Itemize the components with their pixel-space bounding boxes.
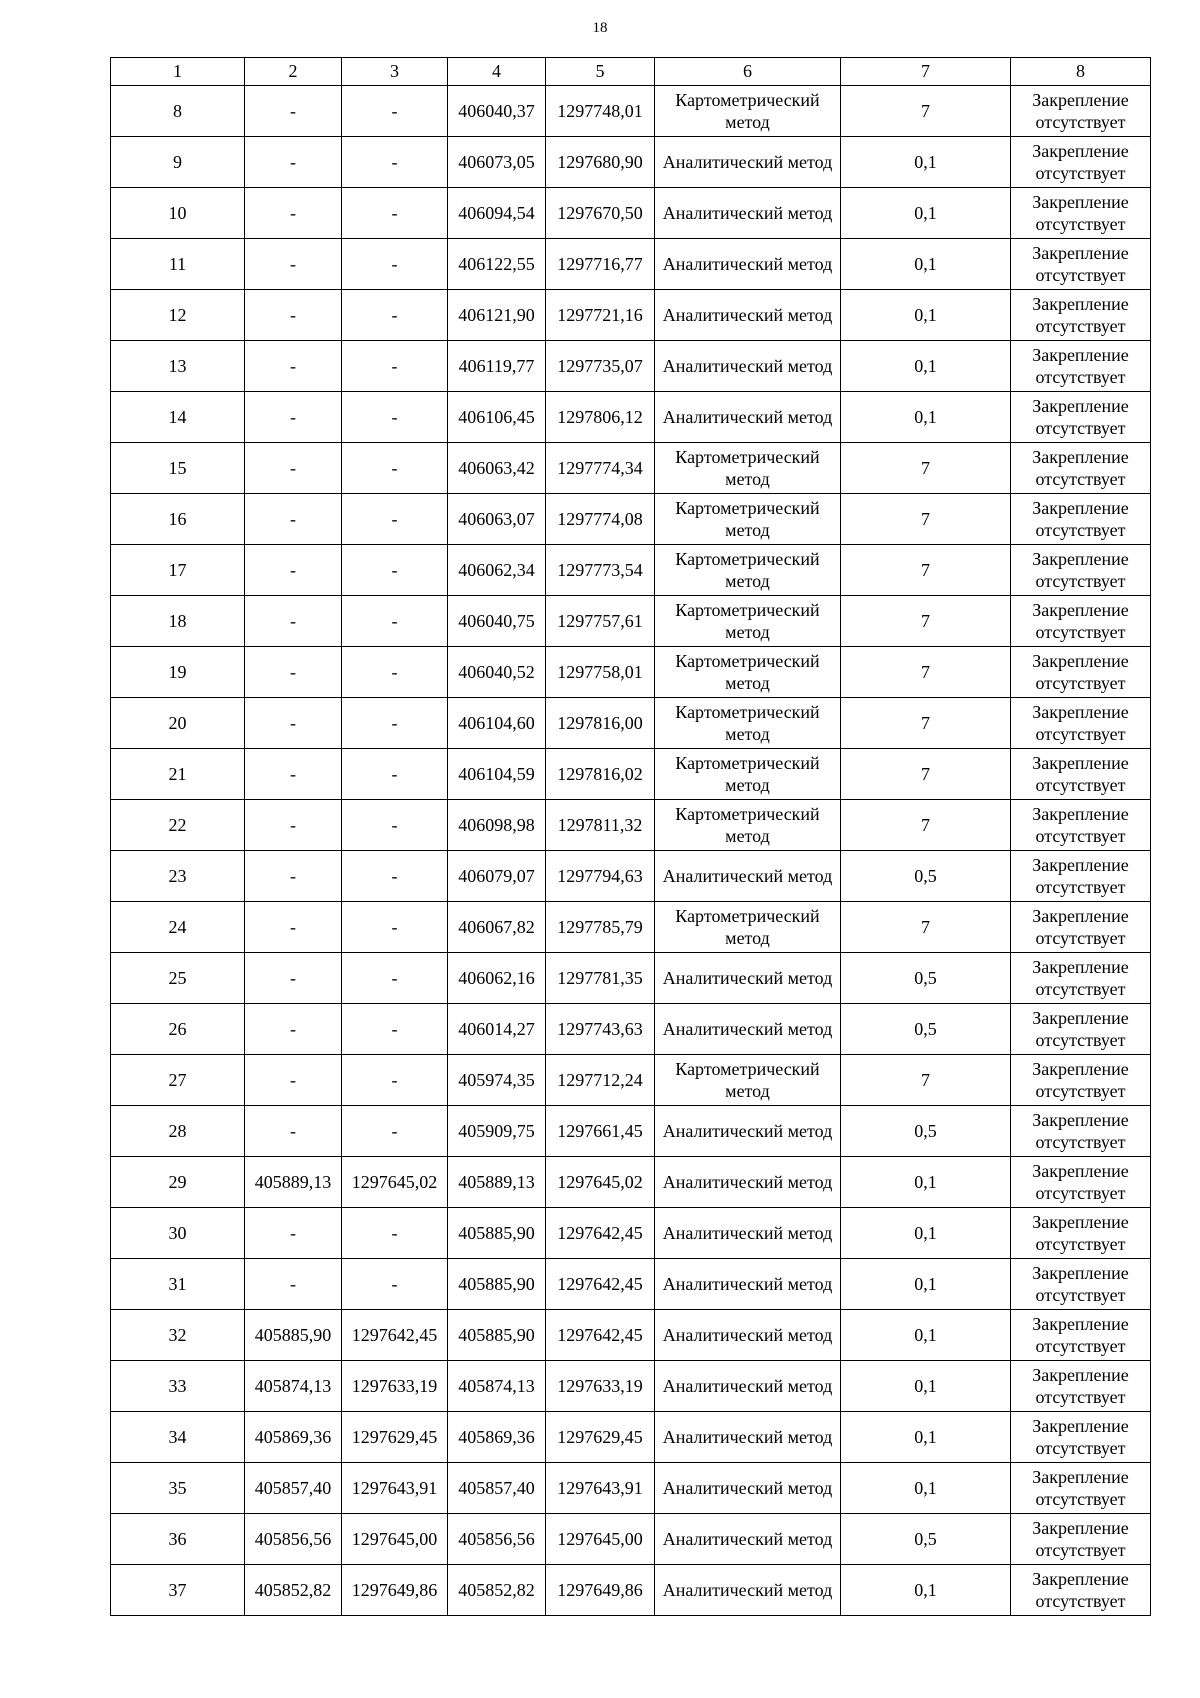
table-body [111, 86, 1151, 1616]
table-row [111, 1310, 1151, 1361]
method-cell: Аналитический метод [655, 1157, 841, 1208]
column-header: 4 [448, 58, 546, 86]
coord-y-cell: 1297629,45 [546, 1412, 655, 1463]
method-cell: Аналитический метод [655, 1106, 841, 1157]
fixing-cell: Закрепление отсутствует [1011, 1259, 1151, 1310]
point-number-cell: 20 [111, 698, 245, 749]
coord-x-cell: 406098,98 [448, 800, 546, 851]
accuracy-cell: 0,5 [841, 1106, 1011, 1157]
table-row [111, 1565, 1151, 1616]
method-cell: Картометрический метод [655, 647, 841, 698]
method-cell: Аналитический метод [655, 1565, 841, 1616]
point-number-cell: 25 [111, 953, 245, 1004]
point-number-cell: 27 [111, 1055, 245, 1106]
point-number-cell: 8 [111, 86, 245, 137]
point-number-cell: 12 [111, 290, 245, 341]
coord-x-cell: 405885,90 [448, 1310, 546, 1361]
method-cell: Аналитический метод [655, 290, 841, 341]
coord-y-cell: 1297642,45 [546, 1208, 655, 1259]
fixing-cell: Закрепление отсутствует [1011, 239, 1151, 290]
cell-col-3: 1297629,45 [342, 1412, 448, 1463]
cell-col-2: 405857,40 [245, 1463, 342, 1514]
point-number-cell: 17 [111, 545, 245, 596]
cell-col-2: - [245, 953, 342, 1004]
column-header: 3 [342, 58, 448, 86]
fixing-cell: Закрепление отсутствует [1011, 953, 1151, 1004]
coord-x-cell: 406122,55 [448, 239, 546, 290]
coord-y-cell: 1297816,02 [546, 749, 655, 800]
coord-x-cell: 405856,56 [448, 1514, 546, 1565]
cell-col-3: - [342, 902, 448, 953]
coord-y-cell: 1297661,45 [546, 1106, 655, 1157]
accuracy-cell: 7 [841, 545, 1011, 596]
cell-col-2: - [245, 1004, 342, 1055]
table-row [111, 392, 1151, 443]
coord-x-cell: 406079,07 [448, 851, 546, 902]
coord-y-cell: 1297633,19 [546, 1361, 655, 1412]
point-number-cell: 33 [111, 1361, 245, 1412]
cell-col-2: - [245, 800, 342, 851]
table-row [111, 239, 1151, 290]
point-number-cell: 18 [111, 596, 245, 647]
fixing-cell: Закрепление отсутствует [1011, 341, 1151, 392]
coord-y-cell: 1297816,00 [546, 698, 655, 749]
method-cell: Картометрический метод [655, 800, 841, 851]
coord-x-cell: 406040,75 [448, 596, 546, 647]
coord-x-cell: 406062,16 [448, 953, 546, 1004]
point-number-cell: 35 [111, 1463, 245, 1514]
coord-y-cell: 1297642,45 [546, 1259, 655, 1310]
table-row [111, 137, 1151, 188]
method-cell: Аналитический метод [655, 953, 841, 1004]
point-number-cell: 16 [111, 494, 245, 545]
cell-col-3: 1297645,02 [342, 1157, 448, 1208]
coord-x-cell: 405889,13 [448, 1157, 546, 1208]
accuracy-cell: 0,1 [841, 392, 1011, 443]
coord-y-cell: 1297645,00 [546, 1514, 655, 1565]
method-cell: Картометрический метод [655, 494, 841, 545]
column-header: 1 [111, 58, 245, 86]
accuracy-cell: 0,5 [841, 953, 1011, 1004]
cell-col-3: - [342, 392, 448, 443]
method-cell: Картометрический метод [655, 902, 841, 953]
coord-x-cell: 405974,35 [448, 1055, 546, 1106]
cell-col-3: - [342, 800, 448, 851]
point-number-cell: 37 [111, 1565, 245, 1616]
fixing-cell: Закрепление отсутствует [1011, 851, 1151, 902]
fixing-cell: Закрепление отсутствует [1011, 545, 1151, 596]
table-row [111, 86, 1151, 137]
cell-col-2: 405852,82 [245, 1565, 342, 1616]
method-cell: Аналитический метод [655, 392, 841, 443]
coord-x-cell: 406062,34 [448, 545, 546, 596]
coord-x-cell: 406063,42 [448, 443, 546, 494]
method-cell: Аналитический метод [655, 239, 841, 290]
cell-col-2: - [245, 902, 342, 953]
coord-x-cell: 406094,54 [448, 188, 546, 239]
table-row [111, 494, 1151, 545]
coord-y-cell: 1297785,79 [546, 902, 655, 953]
coord-x-cell: 406063,07 [448, 494, 546, 545]
table-row [111, 1208, 1151, 1259]
accuracy-cell: 7 [841, 443, 1011, 494]
coord-y-cell: 1297712,24 [546, 1055, 655, 1106]
accuracy-cell: 7 [841, 596, 1011, 647]
accuracy-cell: 0,5 [841, 1514, 1011, 1565]
accuracy-cell: 0,1 [841, 290, 1011, 341]
accuracy-cell: 0,1 [841, 188, 1011, 239]
cell-col-2: - [245, 749, 342, 800]
point-number-cell: 29 [111, 1157, 245, 1208]
table-row [111, 698, 1151, 749]
cell-col-2: - [245, 1055, 342, 1106]
fixing-cell: Закрепление отсутствует [1011, 1055, 1151, 1106]
fixing-cell: Закрепление отсутствует [1011, 290, 1151, 341]
point-number-cell: 34 [111, 1412, 245, 1463]
accuracy-cell: 7 [841, 86, 1011, 137]
table-row [111, 1106, 1151, 1157]
table-row [111, 596, 1151, 647]
method-cell: Картометрический метод [655, 698, 841, 749]
cell-col-2: - [245, 1259, 342, 1310]
accuracy-cell: 0,1 [841, 1565, 1011, 1616]
point-number-cell: 11 [111, 239, 245, 290]
coord-y-cell: 1297670,50 [546, 188, 655, 239]
cell-col-3: - [342, 698, 448, 749]
coord-x-cell: 405852,82 [448, 1565, 546, 1616]
accuracy-cell: 0,1 [841, 1157, 1011, 1208]
accuracy-cell: 7 [841, 698, 1011, 749]
column-header: 5 [546, 58, 655, 86]
accuracy-cell: 7 [841, 902, 1011, 953]
coord-x-cell: 405874,13 [448, 1361, 546, 1412]
coord-y-cell: 1297811,32 [546, 800, 655, 851]
fixing-cell: Закрепление отсутствует [1011, 494, 1151, 545]
table-row [111, 290, 1151, 341]
fixing-cell: Закрепление отсутствует [1011, 1004, 1151, 1055]
accuracy-cell: 0,1 [841, 1208, 1011, 1259]
method-cell: Аналитический метод [655, 137, 841, 188]
cell-col-2: - [245, 341, 342, 392]
coord-y-cell: 1297748,01 [546, 86, 655, 137]
method-cell: Картометрический метод [655, 545, 841, 596]
method-cell: Аналитический метод [655, 1208, 841, 1259]
cell-col-2: - [245, 239, 342, 290]
table-row [111, 1157, 1151, 1208]
accuracy-cell: 7 [841, 1055, 1011, 1106]
point-number-cell: 9 [111, 137, 245, 188]
fixing-cell: Закрепление отсутствует [1011, 596, 1151, 647]
accuracy-cell: 0,1 [841, 1412, 1011, 1463]
point-number-cell: 26 [111, 1004, 245, 1055]
point-number-cell: 32 [111, 1310, 245, 1361]
cell-col-2: - [245, 86, 342, 137]
cell-col-3: - [342, 188, 448, 239]
cell-col-2: - [245, 137, 342, 188]
table-row [111, 800, 1151, 851]
cell-col-3: 1297649,86 [342, 1565, 448, 1616]
fixing-cell: Закрепление отсутствует [1011, 749, 1151, 800]
fixing-cell: Закрепление отсутствует [1011, 800, 1151, 851]
fixing-cell: Закрепление отсутствует [1011, 1565, 1151, 1616]
coord-x-cell: 406014,27 [448, 1004, 546, 1055]
cell-col-3: - [342, 137, 448, 188]
table-row [111, 188, 1151, 239]
accuracy-cell: 0,5 [841, 851, 1011, 902]
cell-col-3: - [342, 1208, 448, 1259]
cell-col-3: 1297642,45 [342, 1310, 448, 1361]
method-cell: Аналитический метод [655, 851, 841, 902]
table-row [111, 851, 1151, 902]
column-header: 2 [245, 58, 342, 86]
method-cell: Картометрический метод [655, 596, 841, 647]
coord-x-cell: 406104,60 [448, 698, 546, 749]
coord-x-cell: 406104,59 [448, 749, 546, 800]
point-number-cell: 30 [111, 1208, 245, 1259]
method-cell: Аналитический метод [655, 1310, 841, 1361]
fixing-cell: Закрепление отсутствует [1011, 647, 1151, 698]
cell-col-3: - [342, 494, 448, 545]
cell-col-3: - [342, 545, 448, 596]
method-cell: Картометрический метод [655, 443, 841, 494]
fixing-cell: Закрепление отсутствует [1011, 1106, 1151, 1157]
cell-col-2: - [245, 494, 342, 545]
coord-y-cell: 1297735,07 [546, 341, 655, 392]
fixing-cell: Закрепление отсутствует [1011, 902, 1151, 953]
fixing-cell: Закрепление отсутствует [1011, 137, 1151, 188]
fixing-cell: Закрепление отсутствует [1011, 86, 1151, 137]
cell-col-3: - [342, 953, 448, 1004]
table-row [111, 647, 1151, 698]
cell-col-2: - [245, 851, 342, 902]
coord-y-cell: 1297757,61 [546, 596, 655, 647]
coord-x-cell: 406073,05 [448, 137, 546, 188]
coord-x-cell: 405857,40 [448, 1463, 546, 1514]
method-cell: Аналитический метод [655, 1361, 841, 1412]
cell-col-3: - [342, 443, 448, 494]
coord-x-cell: 405869,36 [448, 1412, 546, 1463]
fixing-cell: Закрепление отсутствует [1011, 1514, 1151, 1565]
coord-y-cell: 1297716,77 [546, 239, 655, 290]
accuracy-cell: 0,5 [841, 1004, 1011, 1055]
point-number-cell: 28 [111, 1106, 245, 1157]
method-cell: Аналитический метод [655, 1412, 841, 1463]
coord-x-cell: 406067,82 [448, 902, 546, 953]
table-row [111, 1004, 1151, 1055]
point-number-cell: 15 [111, 443, 245, 494]
cell-col-2: - [245, 443, 342, 494]
coord-y-cell: 1297781,35 [546, 953, 655, 1004]
cell-col-2: - [245, 545, 342, 596]
coord-y-cell: 1297794,63 [546, 851, 655, 902]
point-number-cell: 22 [111, 800, 245, 851]
coord-y-cell: 1297643,91 [546, 1463, 655, 1514]
coord-y-cell: 1297774,34 [546, 443, 655, 494]
column-header: 6 [655, 58, 841, 86]
cell-col-3: - [342, 647, 448, 698]
cell-col-2: - [245, 1208, 342, 1259]
table-row [111, 341, 1151, 392]
coord-y-cell: 1297642,45 [546, 1310, 655, 1361]
point-number-cell: 24 [111, 902, 245, 953]
table-row [111, 1259, 1151, 1310]
method-cell: Картометрический метод [655, 86, 841, 137]
cell-col-2: 405856,56 [245, 1514, 342, 1565]
coord-y-cell: 1297645,02 [546, 1157, 655, 1208]
method-cell: Аналитический метод [655, 188, 841, 239]
accuracy-cell: 0,1 [841, 1310, 1011, 1361]
table-row [111, 1361, 1151, 1412]
point-number-cell: 10 [111, 188, 245, 239]
coord-y-cell: 1297773,54 [546, 545, 655, 596]
fixing-cell: Закрепление отсутствует [1011, 392, 1151, 443]
coordinates-table [110, 57, 1151, 1616]
fixing-cell: Закрепление отсутствует [1011, 1463, 1151, 1514]
method-cell: Аналитический метод [655, 1004, 841, 1055]
table-row [111, 545, 1151, 596]
cell-col-2: - [245, 290, 342, 341]
cell-col-3: 1297645,00 [342, 1514, 448, 1565]
method-cell: Картометрический метод [655, 1055, 841, 1106]
page-number: 18 [592, 20, 608, 36]
fixing-cell: Закрепление отсутствует [1011, 1361, 1151, 1412]
accuracy-cell: 7 [841, 647, 1011, 698]
method-cell: Аналитический метод [655, 1259, 841, 1310]
cell-col-2: - [245, 647, 342, 698]
accuracy-cell: 0,1 [841, 1259, 1011, 1310]
method-cell: Аналитический метод [655, 1514, 841, 1565]
accuracy-cell: 0,1 [841, 1463, 1011, 1514]
cell-col-3: 1297633,19 [342, 1361, 448, 1412]
table-row [111, 1055, 1151, 1106]
point-number-cell: 19 [111, 647, 245, 698]
column-header: 8 [1011, 58, 1151, 86]
table-row [111, 953, 1151, 1004]
coord-y-cell: 1297649,86 [546, 1565, 655, 1616]
coord-x-cell: 406040,37 [448, 86, 546, 137]
cell-col-3: - [342, 86, 448, 137]
point-number-cell: 21 [111, 749, 245, 800]
coord-y-cell: 1297774,08 [546, 494, 655, 545]
cell-col-2: 405885,90 [245, 1310, 342, 1361]
fixing-cell: Закрепление отсутствует [1011, 1208, 1151, 1259]
cell-col-2: 405874,13 [245, 1361, 342, 1412]
cell-col-2: 405889,13 [245, 1157, 342, 1208]
coord-x-cell: 405909,75 [448, 1106, 546, 1157]
fixing-cell: Закрепление отсутствует [1011, 1157, 1151, 1208]
point-number-cell: 14 [111, 392, 245, 443]
cell-col-3: - [342, 290, 448, 341]
coord-x-cell: 405885,90 [448, 1208, 546, 1259]
accuracy-cell: 7 [841, 749, 1011, 800]
point-number-cell: 13 [111, 341, 245, 392]
cell-col-2: 405869,36 [245, 1412, 342, 1463]
coord-y-cell: 1297758,01 [546, 647, 655, 698]
cell-col-3: - [342, 1055, 448, 1106]
coord-y-cell: 1297743,63 [546, 1004, 655, 1055]
cell-col-3: 1297643,91 [342, 1463, 448, 1514]
fixing-cell: Закрепление отсутствует [1011, 1310, 1151, 1361]
accuracy-cell: 7 [841, 494, 1011, 545]
coord-y-cell: 1297680,90 [546, 137, 655, 188]
method-cell: Аналитический метод [655, 341, 841, 392]
cell-col-3: - [342, 1259, 448, 1310]
coord-x-cell: 406119,77 [448, 341, 546, 392]
accuracy-cell: 0,1 [841, 137, 1011, 188]
fixing-cell: Закрепление отсутствует [1011, 443, 1151, 494]
accuracy-cell: 0,1 [841, 1361, 1011, 1412]
cell-col-3: - [342, 1004, 448, 1055]
accuracy-cell: 0,1 [841, 239, 1011, 290]
table-row [111, 443, 1151, 494]
cell-col-3: - [342, 749, 448, 800]
cell-col-2: - [245, 188, 342, 239]
table-row [111, 1412, 1151, 1463]
cell-col-2: - [245, 596, 342, 647]
accuracy-cell: 7 [841, 800, 1011, 851]
cell-col-2: - [245, 392, 342, 443]
cell-col-3: - [342, 1106, 448, 1157]
point-number-cell: 23 [111, 851, 245, 902]
fixing-cell: Закрепление отсутствует [1011, 188, 1151, 239]
column-header: 7 [841, 58, 1011, 86]
table-row [111, 902, 1151, 953]
coord-x-cell: 405885,90 [448, 1259, 546, 1310]
coord-x-cell: 406106,45 [448, 392, 546, 443]
table-row [111, 1463, 1151, 1514]
cell-col-3: - [342, 596, 448, 647]
fixing-cell: Закрепление отсутствует [1011, 698, 1151, 749]
fixing-cell: Закрепление отсутствует [1011, 1412, 1151, 1463]
table-row [111, 749, 1151, 800]
table-row [111, 1514, 1151, 1565]
table-header-row [111, 58, 1151, 86]
accuracy-cell: 0,1 [841, 341, 1011, 392]
cell-col-2: - [245, 698, 342, 749]
cell-col-2: - [245, 1106, 342, 1157]
cell-col-3: - [342, 341, 448, 392]
point-number-cell: 36 [111, 1514, 245, 1565]
coord-y-cell: 1297721,16 [546, 290, 655, 341]
cell-col-3: - [342, 851, 448, 902]
point-number-cell: 31 [111, 1259, 245, 1310]
cell-col-3: - [342, 239, 448, 290]
method-cell: Аналитический метод [655, 1463, 841, 1514]
coord-x-cell: 406040,52 [448, 647, 546, 698]
coord-x-cell: 406121,90 [448, 290, 546, 341]
coord-y-cell: 1297806,12 [546, 392, 655, 443]
method-cell: Картометрический метод [655, 749, 841, 800]
